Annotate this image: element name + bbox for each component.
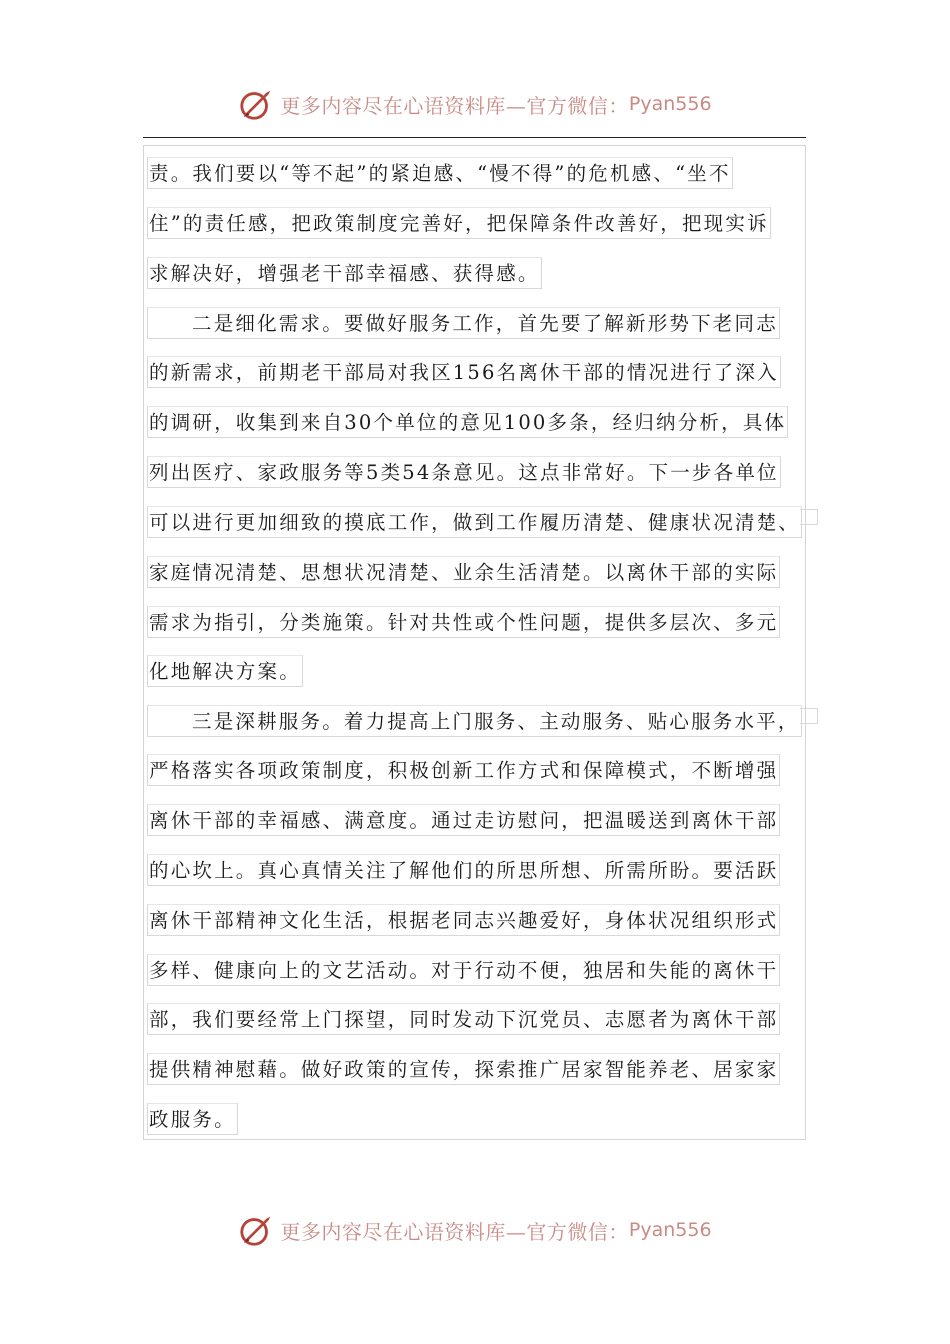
text-line: 的心坎上。真心真情关注了解他们的所思所想、所需所盼。要活跃 [147,854,780,886]
paragraph-start-line: 二是细化需求。要做好服务工作，首先要了解新形势下老同志 [147,307,780,339]
text-line: 可以进行更加细致的摸底工作，做到工作履历清楚、健康状况清楚、 [147,506,802,538]
text-line: 家庭情况清楚、思想状况清楚、业余生活清楚。以离休干部的实际 [147,556,780,588]
banner-title: 更多内容尽在心语资料库—官方微信： [280,93,629,118]
footer-banner [0,1208,950,1252]
text-line: 列出医疗、家政服务等5类54条意见。这点非常好。下一步各单位 [147,456,781,488]
text-line: 求解决好，增强老干部幸福感、获得感。 [147,257,542,289]
header-banner [0,82,950,126]
text-line: 离休干部的幸福感、满意度。通过走访慰问，把温暖送到离休干部 [147,804,780,836]
overflow-marker [800,509,818,525]
banner-wechat-id: Pyan556 [628,1219,712,1241]
text-line: 化地解决方案。 [147,655,303,687]
banner-title: 更多内容尽在心语资料库—官方微信： [280,1219,629,1244]
pen-logo-icon [238,85,276,123]
text-line: 严格落实各项政策制度，积极创新工作方式和保障模式，不断增强 [147,754,780,786]
text-line: 住”的责任感，把政策制度完善好，把保障条件改善好，把现实诉 [147,207,771,239]
header-divider [143,137,806,138]
text-line: 责。我们要以“等不起”的紧迫感、“慢不得”的危机感、“坐不 [147,157,733,189]
text-line: 的新需求，前期老干部局对我区156名离休干部的情况进行了深入 [147,356,781,388]
content-frame [143,145,806,1140]
pen-logo-icon [238,1211,276,1249]
text-line: 政服务。 [147,1103,238,1135]
text-line: 提供精神慰藉。做好政策的宣传，探索推广居家智能养老、居家家 [147,1053,780,1085]
overflow-marker [800,708,818,724]
text-line: 离休干部精神文化生活，根据老同志兴趣爱好，身体状况组织形式 [147,904,780,936]
text-line: 多样、健康向上的文艺活动。对于行动不便，独居和失能的离休干 [147,954,780,986]
text-line: 需求为指引，分类施策。针对共性或个性问题，提供多层次、多元 [147,606,780,638]
paragraph-start-line: 三是深耕服务。着力提高上门服务、主动服务、贴心服务水平， [147,705,802,737]
banner-wechat-id: Pyan556 [628,93,712,115]
text-line: 的调研，收集到来自30个单位的意见100多条，经归纳分析，具体 [147,406,788,438]
text-line: 部，我们要经常上门探望，同时发动下沉党员、志愿者为离休干部 [147,1003,780,1035]
